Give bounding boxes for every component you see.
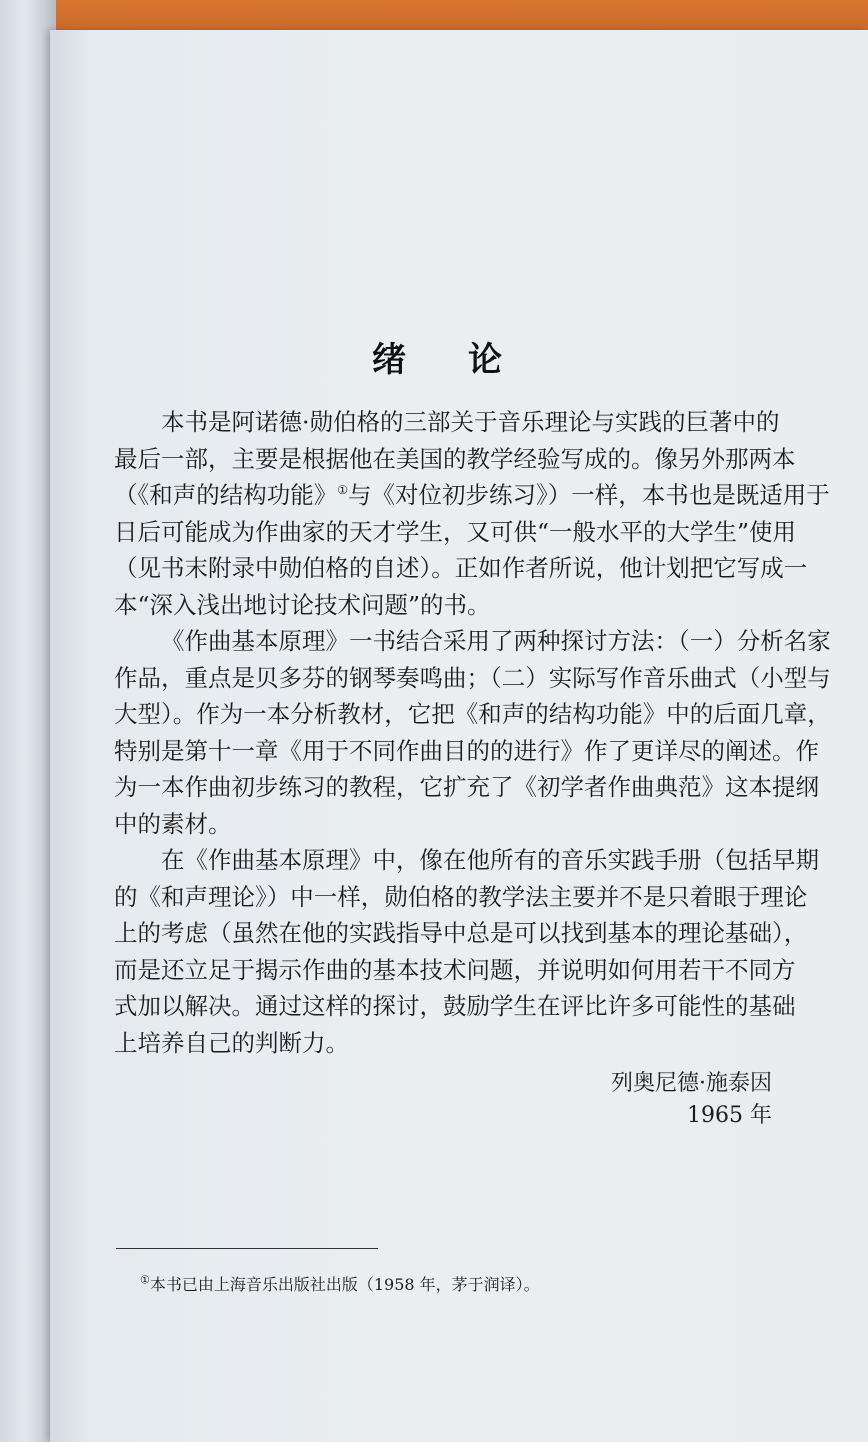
paragraph-1-line-4: 日后可能成为作曲家的天才学生，又可供“一般水平的大学生”使用 <box>114 517 797 546</box>
paragraph-2-line-5: 为一本作曲初步练习的教程，它扩充了《初学者作曲典范》这本提纲 <box>114 773 819 801</box>
paragraph-3-line-6: 上培养自己的判断力。 <box>114 1028 349 1057</box>
paragraph-2-line-1: 《作曲基本原理》一书结合采用了两种探讨方法：（一）分析名家 <box>161 627 831 655</box>
paragraph-1-line-5: （见书末附录中勋伯格的自述）。正如作者所说，他计划把它写成一 <box>114 554 808 582</box>
paragraph-3-line-3: 上的考虑（虽然在他的实践指导中总是可以找到基本的理论基础）， <box>114 919 808 947</box>
footnote-reference-marker: ① <box>337 483 349 498</box>
paragraph-3-line-5: 式加以解决。通过这样的探讨，鼓励学生在评比许多可能性的基础 <box>114 992 796 1020</box>
paragraph-1-line-3-after: 与《对位初步练习》）一样，本书也是既适用于 <box>348 481 830 509</box>
paragraph-2-line-4: 特别是第十一章《用于不同作曲目的的进行》作了更详尽的阐述。作 <box>114 736 819 765</box>
paragraph-3-line-4: 而是还立足于揭示作曲的基本技术问题，并说明如何用若干不同方 <box>114 955 796 984</box>
body-text <box>114 404 831 1061</box>
paragraph-1-line-3 <box>114 477 830 514</box>
paragraph-1-line-1: 本书是阿诺德·勋伯格的三部关于音乐理论与实践的巨著中的 <box>161 408 780 436</box>
footnote-text: 本书已由上海音乐出版社出版（1958 年，茅于润译）。 <box>149 1275 540 1294</box>
paragraph-1-line-6: 本“深入浅出地讨论技术问题”的书。 <box>114 590 491 619</box>
footnote-marker: ① <box>140 1273 150 1287</box>
paragraph-1-line-3-before: （《和声的结构功能》 <box>114 481 338 509</box>
signature-author: 列奥尼德·施泰因 <box>611 1071 772 1096</box>
facing-page-edge <box>0 0 56 1442</box>
paragraph-2-line-3: 大型）。作为一本分析教材，它把《和声的结构功能》中的后面几章， <box>114 700 831 728</box>
paragraph-2-line-6: 中的素材。 <box>114 809 232 838</box>
paragraph-2-line-2: 作品，重点是贝多芬的钢琴奏鸣曲；（二）实际写作音乐曲式（小型与 <box>114 663 831 692</box>
chapter-title: 绪论 <box>372 340 564 380</box>
paragraph-3-line-2: 的《和声理论》）中一样，勋伯格的教学法主要并不是只着眼于理论 <box>114 882 808 911</box>
signature-year: 1965 年 <box>687 1103 772 1128</box>
footnote-divider <box>116 1248 378 1249</box>
paragraph-1-line-2: 最后一部，主要是根据他在美国的教学经验写成的。像另外那两本 <box>114 444 796 473</box>
paragraph-3-line-1: 在《作曲基本原理》中，像在他所有的音乐实践手册（包括早期 <box>161 846 819 874</box>
footnote <box>140 1272 540 1295</box>
